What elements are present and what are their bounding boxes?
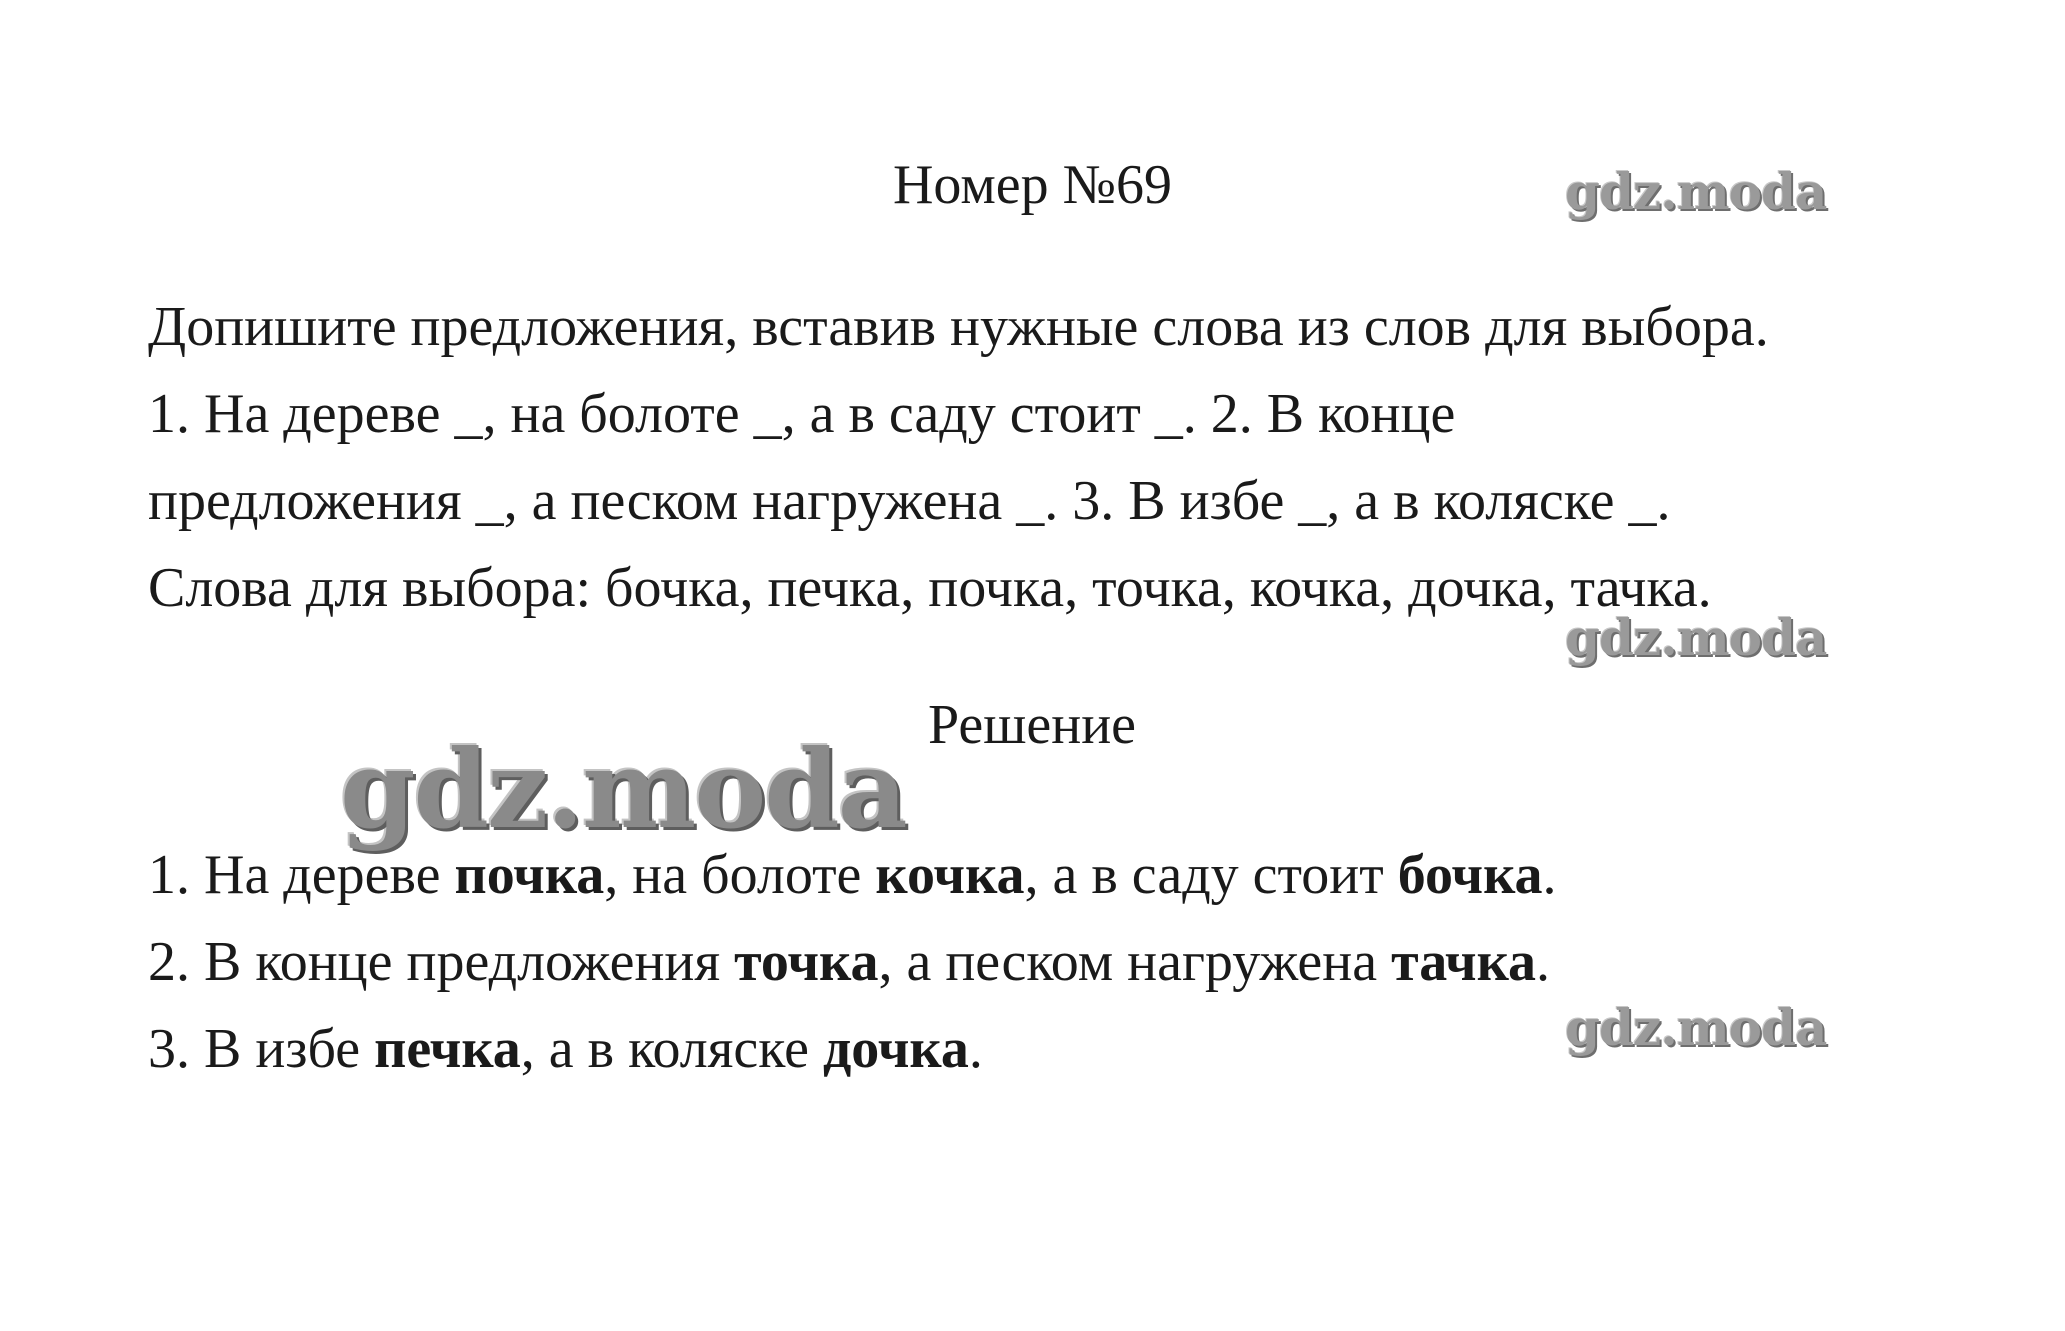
- watermark-logo: gdz.moda: [1565, 608, 1827, 667]
- watermark-logo: gdz.moda: [1565, 998, 1827, 1057]
- exercise-title: Номер №69: [892, 154, 1173, 216]
- watermark-logo-large: gdz.moda: [340, 727, 906, 853]
- answer-text: 3. В избе: [148, 1018, 375, 1080]
- answer-text: , а в саду стоит: [1024, 844, 1398, 906]
- answer-text: .: [1542, 844, 1557, 906]
- answer-word: кочка: [875, 844, 1025, 906]
- watermark-logo: gdz.moda: [1565, 162, 1827, 221]
- task-text: [148, 284, 1928, 632]
- answer-word: дочка: [822, 1018, 969, 1080]
- answer-text: 2. В конце предложения: [148, 931, 735, 993]
- task-word-bank: Слова для выбора: бочка, печка, почка, точка, кочка, дочка, тачка.: [148, 557, 1712, 619]
- answer-word: тачка: [1391, 931, 1537, 993]
- answer-word: почка: [454, 844, 605, 906]
- answer-text: , а в коляске: [520, 1018, 823, 1080]
- answer-text: , на болоте: [604, 844, 876, 906]
- solution-heading: Решение: [928, 694, 1137, 756]
- answer-text: , а песком нагружена: [878, 931, 1392, 993]
- task-line-1: 1. На дереве _, на болоте _, а в саду стоит _. 2. В конце: [148, 383, 1456, 445]
- answer-line: [148, 832, 1928, 919]
- answer-text: 1. На дереве: [148, 844, 455, 906]
- answer-word: печка: [374, 1018, 521, 1080]
- answer-text: .: [968, 1018, 983, 1080]
- answer-text: .: [1536, 931, 1551, 993]
- task-line-2: предложения _, а песком нагружена _. 3. В избе _, а в коляске _.: [148, 470, 1671, 532]
- task-instruction: Допишите предложения, вставив нужные слова из слов для выбора.: [148, 296, 1769, 358]
- answer-word: бочка: [1397, 844, 1543, 906]
- answer-word: точка: [734, 931, 879, 993]
- answer-line: [148, 919, 1928, 1006]
